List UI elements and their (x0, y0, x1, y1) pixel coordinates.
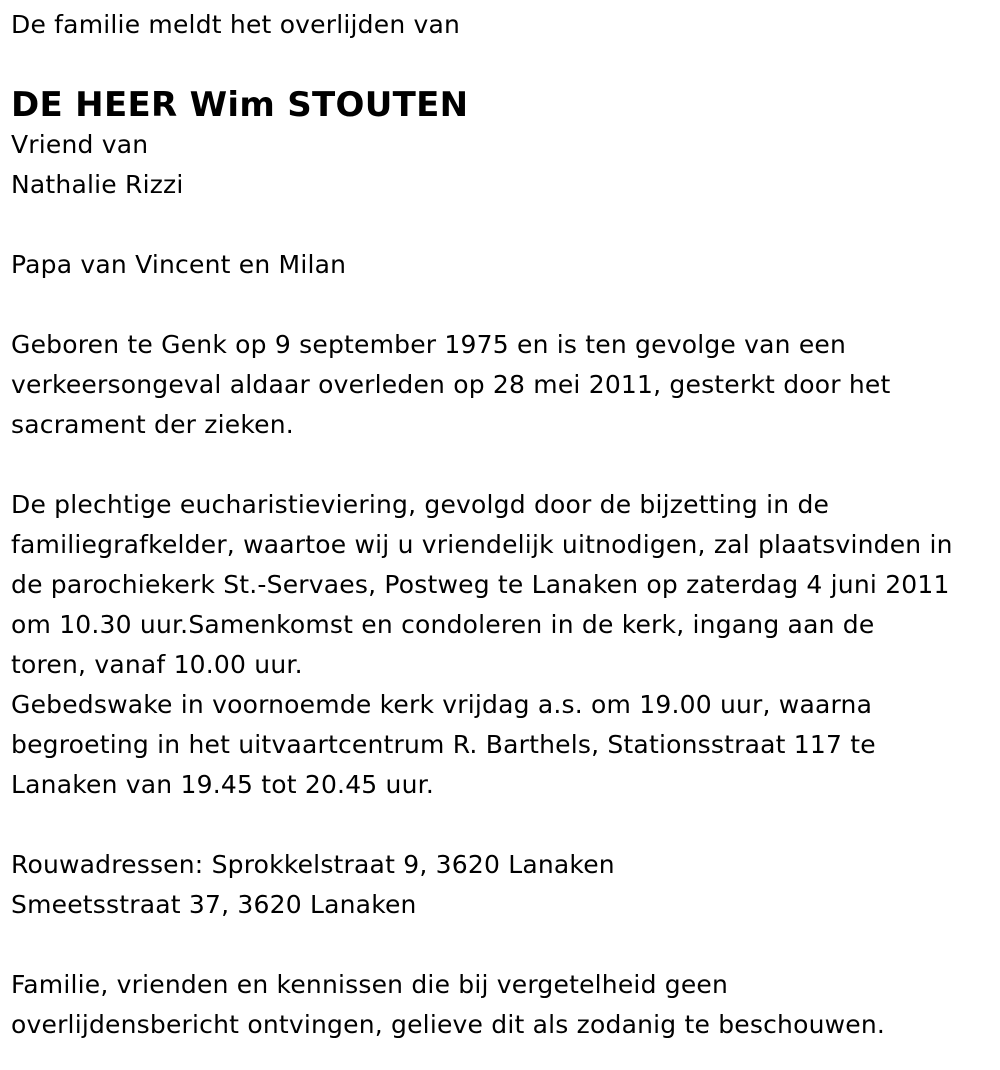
death-notice (11, 5, 996, 1045)
ceremony-line: de parochiekerk St.-Servaes, Postweg te Lanaken op zaterdag 4 juni 2011 (11, 570, 950, 599)
ceremony-line: De plechtige eucharistieviering, gevolgd door de bijzetting in de (11, 490, 830, 519)
paragraph-gap (11, 805, 996, 845)
relation-line: Vriend van (11, 130, 149, 159)
name-block (11, 77, 996, 125)
paragraph-gap (11, 285, 996, 325)
birth-death-line: sacrament der zieken. (11, 410, 294, 439)
ceremony-line: begroeting in het uitvaartcentrum R. Barthels, Stationsstraat 117 te (11, 730, 876, 759)
address-line: Rouwadressen: Sprokkelstraat 9, 3620 Lanaken (11, 850, 615, 879)
closing-line: overlijdensbericht ontvingen, gelieve dit als zodanig te beschouwen. (11, 1010, 886, 1039)
ceremony-line: familiegrafkelder, waartoe wij u vriendelijk uitnodigen, zal plaatsvinden in (11, 530, 953, 559)
ceremony-line: Gebedswake in voornoemde kerk vrijdag a.s. om 19.00 uur, waarna (11, 690, 873, 719)
paragraph-gap (11, 205, 996, 245)
ceremony-line: toren, vanaf 10.00 uur. (11, 650, 303, 679)
paragraph-gap (11, 445, 996, 485)
relation-line: Nathalie Rizzi (11, 170, 184, 199)
ceremony-line: Lanaken van 19.45 tot 20.45 uur. (11, 770, 434, 799)
birth-death-line: verkeersongeval aldaar overleden op 28 mei 2011, gesterkt door het (11, 370, 891, 399)
deceased-name: DE HEER Wim STOUTEN (11, 85, 469, 125)
paragraph-gap (11, 925, 996, 965)
address-line: Smeetsstraat 37, 3620 Lanaken (11, 890, 417, 919)
children-line: Papa van Vincent en Milan (11, 250, 347, 279)
intro-text: De familie meldt het overlijden van (11, 10, 461, 39)
closing-line: Familie, vrienden en kennissen die bij vergetelheid geen (11, 970, 729, 999)
ceremony-line: om 10.30 uur.Samenkomst en condoleren in de kerk, ingang aan de (11, 610, 875, 639)
birth-death-line: Geboren te Genk op 9 september 1975 en is ten gevolge van een (11, 330, 847, 359)
